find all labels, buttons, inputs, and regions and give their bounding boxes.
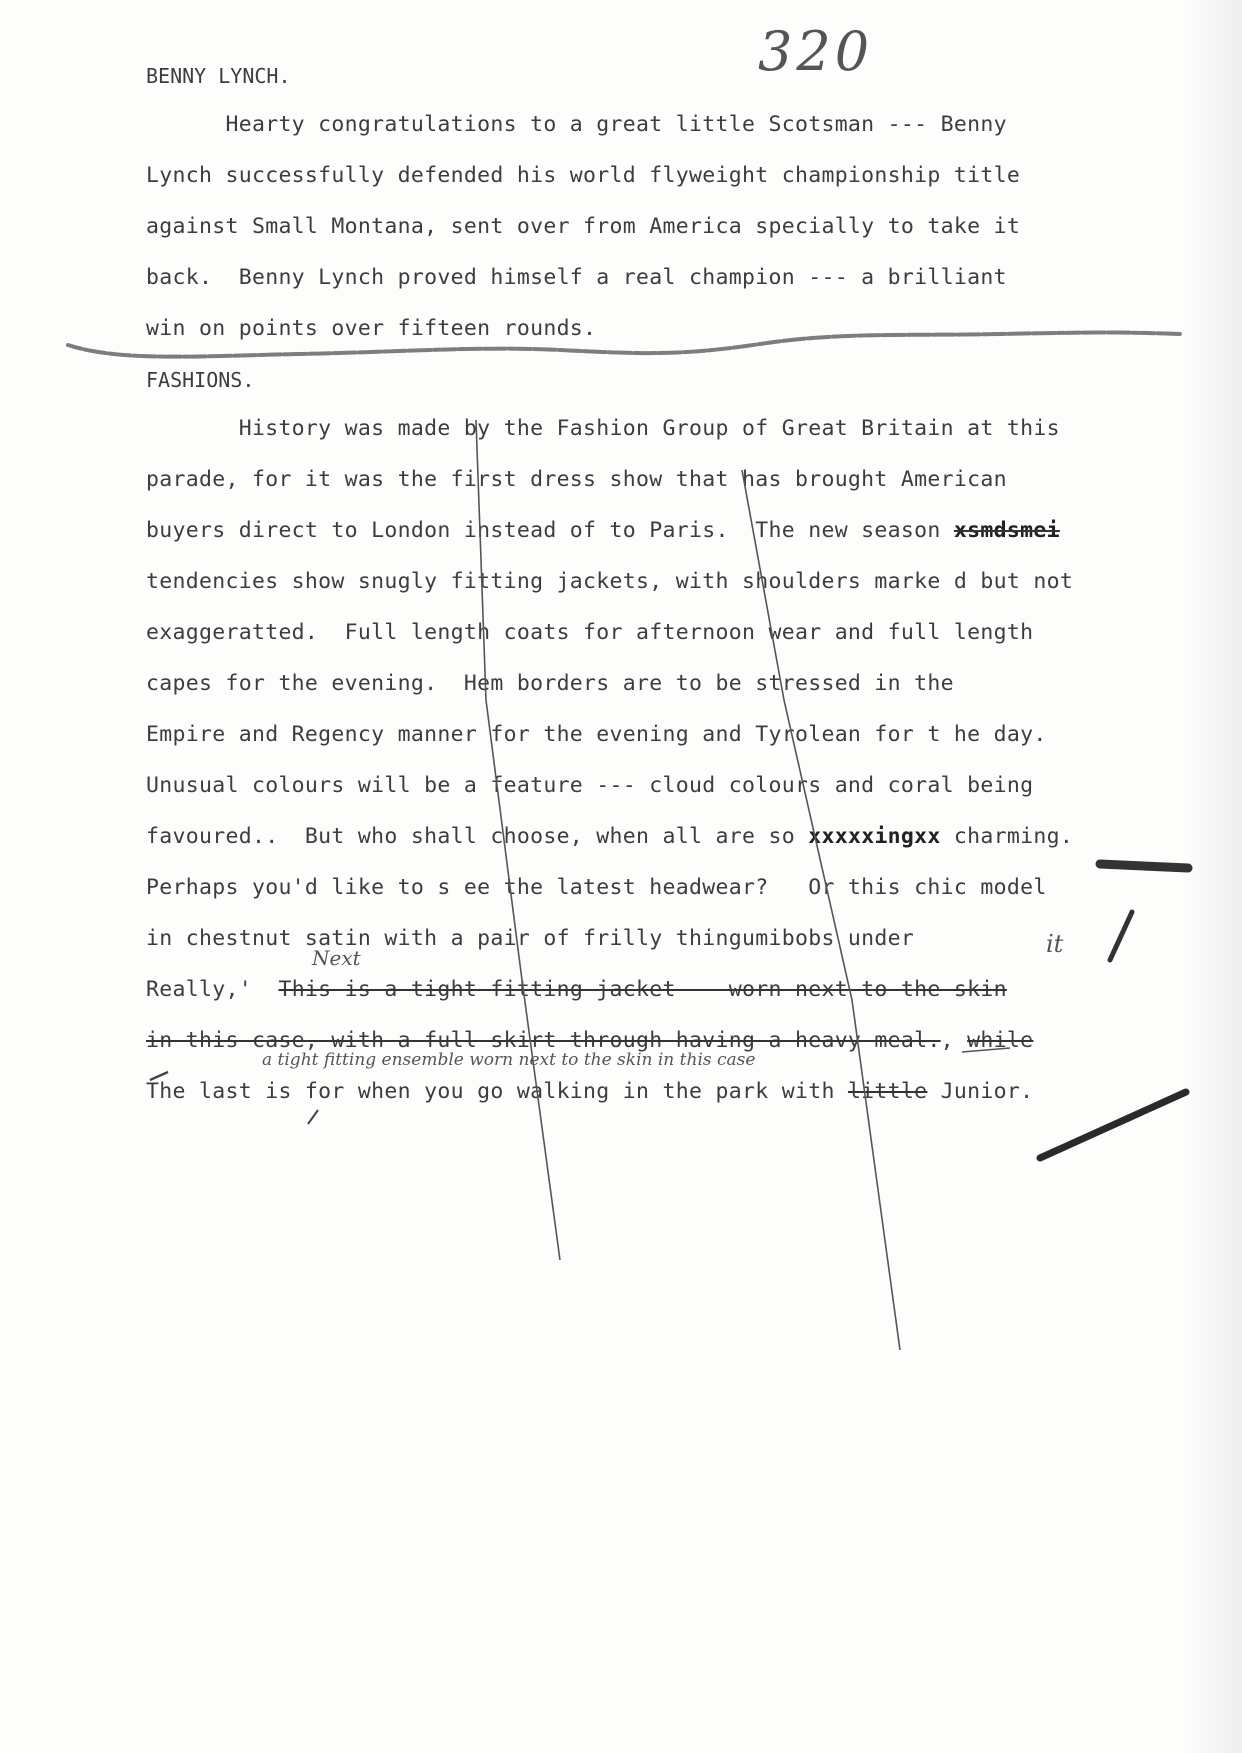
text-span: favoured.. But who shall choose, when all are so [146, 824, 795, 849]
text-span: Junior. [927, 1079, 1034, 1104]
typed-overstrike: xxxxxingxx [808, 824, 941, 849]
margin-bar-stroke [1100, 864, 1188, 868]
text-span: Really,' [146, 977, 252, 1002]
page-number: 320 [758, 20, 874, 83]
text-line: capes for the evening. Hem borders are to be stressed in the [146, 671, 954, 696]
text-line: Unusual colours will be a feature --- cloud colours and coral being [146, 773, 1034, 798]
text-line: Empire and Regency manner for the evening and Tyrolean for t he day. [146, 722, 1047, 747]
section-heading-fashions: FASHIONS. [146, 368, 255, 392]
text-line: Hearty congratulations to a great little Scotsman --- Benny [146, 112, 1007, 137]
insertion-caret [308, 1110, 318, 1124]
handwritten-insertion-above: Next [312, 946, 361, 970]
text-span: charming. [953, 824, 1074, 849]
text-line: back. Benny Lynch proved himself a real champion --- a brilliant [146, 265, 1007, 290]
text-span: , [940, 1028, 968, 1053]
text-span: The last is for when you go walking in the park with [146, 1079, 848, 1104]
text-line [146, 824, 1073, 849]
struck-text: This is a tight-fitting jacket -- worn next to the skin [278, 977, 1007, 1002]
handwritten-margin-mark: it [1046, 930, 1064, 958]
text-line: win on points over fifteen rounds. [146, 316, 597, 341]
typed-overstrike: xsmdsmei [953, 518, 1060, 543]
text-line [146, 1079, 1033, 1104]
text-line: tendencies show snugly fitting jackets, with shoulders marke d but not [146, 569, 1074, 594]
section-heading-benny-lynch: BENNY LYNCH. [146, 64, 291, 88]
text-line: in chestnut satin with a pair of frilly thingumibobs under [146, 926, 915, 951]
vertical-pen-line [742, 470, 900, 1350]
text-line: Perhaps you'd like to s ee the latest headwear? Or this chic model [146, 875, 1047, 900]
text-line: against Small Montana, sent over from America specially to take it [146, 214, 1021, 239]
text-line: Lynch successfully defended his world flyweight championship title [146, 163, 1021, 188]
text-line: parade, for it was the first dress show that has brought American [146, 467, 1007, 492]
text-line [146, 518, 1060, 543]
handwritten-insertion-line: a tight fitting ensemble worn next to the skin in this case [262, 1050, 756, 1070]
text-span: buyers direct to London instead of to Paris. The new season [146, 518, 941, 543]
page-edge-shadow [1182, 0, 1242, 1753]
text-line [146, 977, 1007, 1002]
text-line: History was made by the Fashion Group of Great Britain at this [146, 416, 1060, 441]
text-line: exaggeratted. Full length coats for afternoon wear and full length [146, 620, 1034, 645]
struck-text: while [967, 1028, 1034, 1053]
struck-text: in this case, with a full skirt through having a heavy meal. [146, 1028, 941, 1053]
margin-slash-stroke [1110, 912, 1132, 960]
struck-text: little [847, 1079, 928, 1104]
closing-diagonal-stroke [1040, 1092, 1186, 1158]
